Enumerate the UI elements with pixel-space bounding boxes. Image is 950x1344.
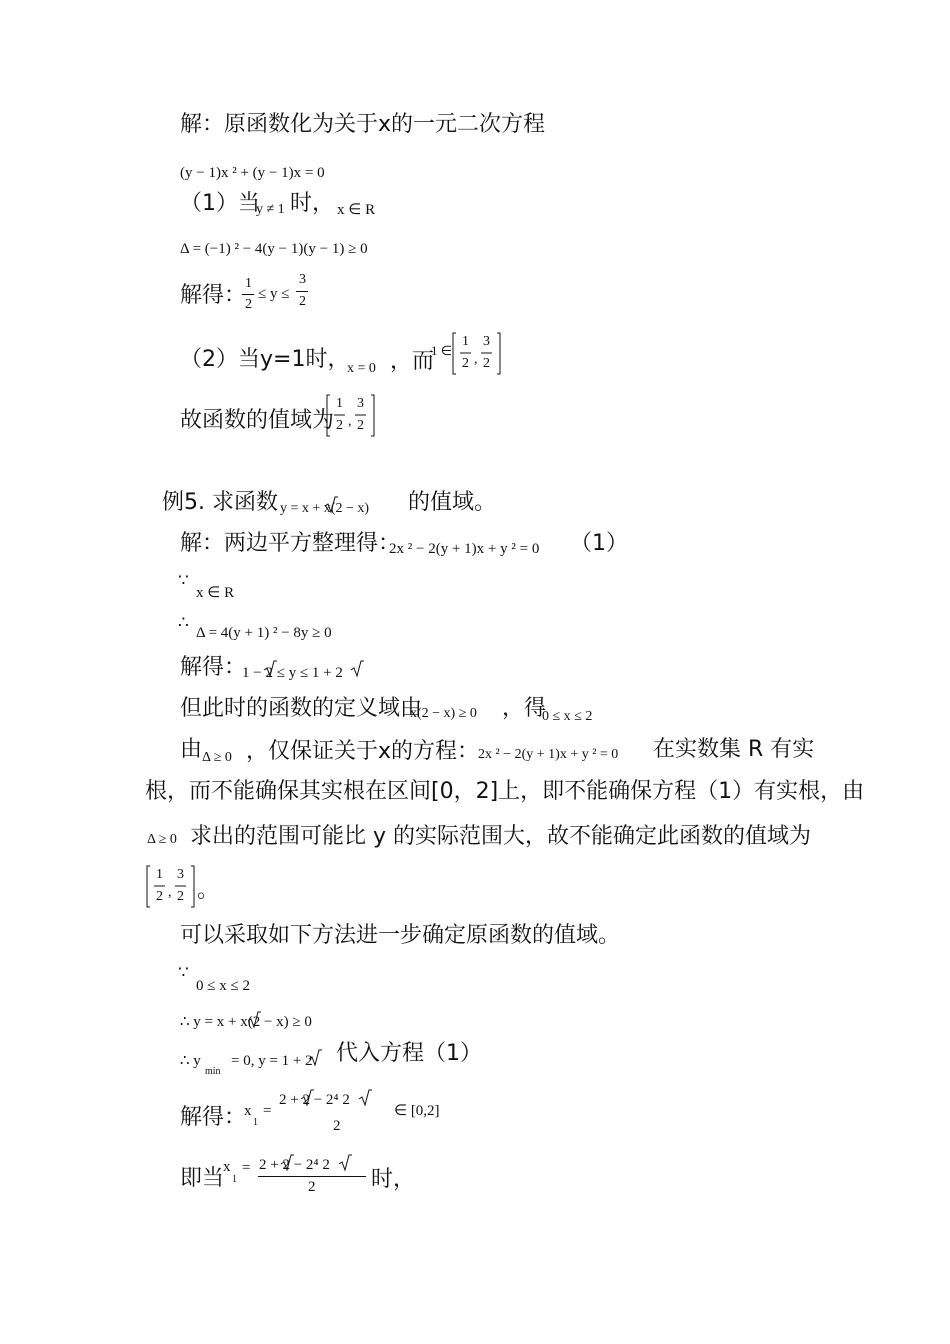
frac-den: 2 bbox=[156, 889, 163, 904]
reason-conclusion: 求出的范围可能比 y 的实际范围大，故不能确定此函数的值域为 bbox=[190, 824, 812, 849]
discriminant-inequality: Δ = (−1) ² − 4(y − 1)(y − 1) ≥ 0 bbox=[180, 241, 368, 257]
equation-one: 2x ² − 2(y + 1)x + y ² = 0 bbox=[389, 541, 540, 557]
when-label: 即当 bbox=[180, 1166, 225, 1191]
frac-num: 3 bbox=[299, 272, 306, 287]
x1-denominator: 2 bbox=[333, 1118, 341, 1134]
period: 。 bbox=[197, 878, 220, 903]
case-two-membership: 1 ∈ bbox=[431, 343, 453, 358]
case-one-label: （1）当 bbox=[180, 191, 260, 216]
x1-var: x bbox=[223, 1159, 231, 1175]
frac-num: 1 bbox=[336, 396, 343, 411]
equation-one-inline: 2x ² − 2(y + 1)x + y ² = 0 bbox=[478, 747, 619, 762]
example-title: 例5. 求函数 bbox=[162, 490, 278, 515]
sqrt-sign bbox=[338, 1154, 352, 1172]
sqrt-sign bbox=[280, 1154, 294, 1172]
delta-condition: Δ ≥ 0 bbox=[147, 832, 177, 847]
when-suffix: 时， bbox=[371, 1167, 416, 1192]
equation-quadratic: (y − 1)x ² + (y − 1)x = 0 bbox=[180, 165, 325, 181]
method-intro: 可以采取如下方法进一步确定原函数的值域。 bbox=[180, 923, 621, 948]
frac-den: 2 bbox=[245, 297, 252, 312]
x-domain: 0 ≤ x ≤ 2 bbox=[542, 709, 593, 724]
delta-condition: Δ ≥ 0 bbox=[202, 750, 232, 765]
fraction-bar bbox=[258, 1176, 366, 1177]
range-conclusion: 故函数的值域为 bbox=[180, 408, 335, 433]
sqrt-sign bbox=[324, 496, 338, 514]
y-nonnegative: ∴ y = x + x(2 − x) ≥ 0 bbox=[180, 1014, 312, 1030]
discriminant-two: Δ = 4(y + 1) ² − 8y ≥ 0 bbox=[196, 625, 332, 641]
because-symbol: ∵ bbox=[178, 571, 189, 590]
min-subscript: min bbox=[205, 1066, 221, 1077]
fraction-bar bbox=[296, 291, 308, 292]
square-both-sides: 解：两边平方整理得： bbox=[180, 531, 401, 556]
because-symbol: ∵ bbox=[178, 963, 189, 982]
x1-numerator: 2 + 2 − 2⁴ 2 bbox=[259, 1157, 330, 1173]
x1-subscript: 1 bbox=[253, 1117, 258, 1128]
x1-subscript: 1 bbox=[232, 1174, 237, 1185]
therefore-symbol: ∴ bbox=[178, 613, 189, 632]
frac-num: 3 bbox=[177, 867, 184, 882]
interval-comma: , bbox=[168, 885, 172, 900]
sqrt-sign bbox=[300, 1089, 314, 1107]
inequality-range: ≤ y ≤ bbox=[258, 286, 290, 302]
frac-num: 1 bbox=[156, 867, 163, 882]
case-one-domain: x ∈ R bbox=[337, 202, 376, 218]
sqrt-sign bbox=[350, 660, 364, 678]
reason-real-set: 在实数集 R 有实 bbox=[653, 737, 815, 762]
x-real: x ∈ R bbox=[196, 585, 235, 601]
frac-den: 2 bbox=[483, 356, 490, 371]
equation-label: （1） bbox=[570, 531, 628, 556]
frac-num: 3 bbox=[357, 396, 364, 411]
interval-comma: , bbox=[348, 414, 352, 429]
equals: = bbox=[242, 1160, 251, 1176]
example-function: y = x + x(2 − x) bbox=[280, 501, 370, 516]
x1-numerator: 2 + 2 − 2⁴ 2 bbox=[279, 1092, 350, 1108]
domain-get: ，得 bbox=[502, 696, 547, 721]
case-two-label: （2）当y=1时， bbox=[180, 347, 350, 372]
reason-start: 由 bbox=[180, 737, 203, 762]
y-values: = 0, y = 1 + 2 bbox=[231, 1053, 313, 1069]
example-value-range: 的值域。 bbox=[408, 490, 497, 515]
frac-den: 2 bbox=[177, 889, 184, 904]
case-two-but: ，而 bbox=[390, 349, 435, 374]
y-min: ∴ y bbox=[180, 1053, 201, 1069]
sqrt-sign bbox=[263, 660, 277, 678]
case-two-x: x = 0 bbox=[347, 361, 376, 376]
sqrt-sign bbox=[358, 1089, 372, 1107]
fraction-bar bbox=[242, 294, 254, 295]
domain-inequality: x(2 − x) ≥ 0 bbox=[410, 706, 477, 721]
sqrt-sign bbox=[308, 1049, 322, 1067]
x1-denominator: 2 bbox=[308, 1179, 316, 1195]
equals: = bbox=[263, 1103, 272, 1119]
interval-membership: ∈ [0,2] bbox=[394, 1103, 440, 1119]
frac-den: 2 bbox=[357, 418, 364, 433]
x-interval: 0 ≤ x ≤ 2 bbox=[196, 978, 250, 994]
substitute-note: 代入方程（1） bbox=[336, 1041, 482, 1066]
frac-num: 1 bbox=[462, 334, 469, 349]
case-one-condition: y ≠ 1 bbox=[256, 202, 285, 217]
frac-den: 2 bbox=[299, 294, 306, 309]
result-label: 解得： bbox=[180, 283, 247, 308]
sqrt-sign bbox=[247, 1011, 261, 1029]
solution-intro: 解：原函数化为关于x的一元二次方程 bbox=[180, 112, 546, 137]
result-label: 解得： bbox=[180, 655, 247, 680]
result-label: 解得： bbox=[180, 1105, 247, 1130]
x1-var: x bbox=[244, 1103, 252, 1119]
frac-den: 2 bbox=[336, 418, 343, 433]
y-range-roots: 1 − 2 ≤ y ≤ 1 + 2 bbox=[242, 665, 343, 681]
frac-num: 3 bbox=[483, 334, 490, 349]
interval-comma: , bbox=[474, 352, 478, 367]
reason-continue: 根，而不能确保其实根在区间[0，2]上，即不能确保方程（1）有实根，由 bbox=[145, 779, 865, 804]
frac-den: 2 bbox=[462, 356, 469, 371]
frac-num: 1 bbox=[245, 276, 252, 291]
domain-note: 但此时的函数的定义域由 bbox=[180, 696, 423, 721]
case-one-when: 时， bbox=[290, 191, 335, 216]
reason-text: ，仅保证关于x的方程： bbox=[246, 739, 480, 764]
